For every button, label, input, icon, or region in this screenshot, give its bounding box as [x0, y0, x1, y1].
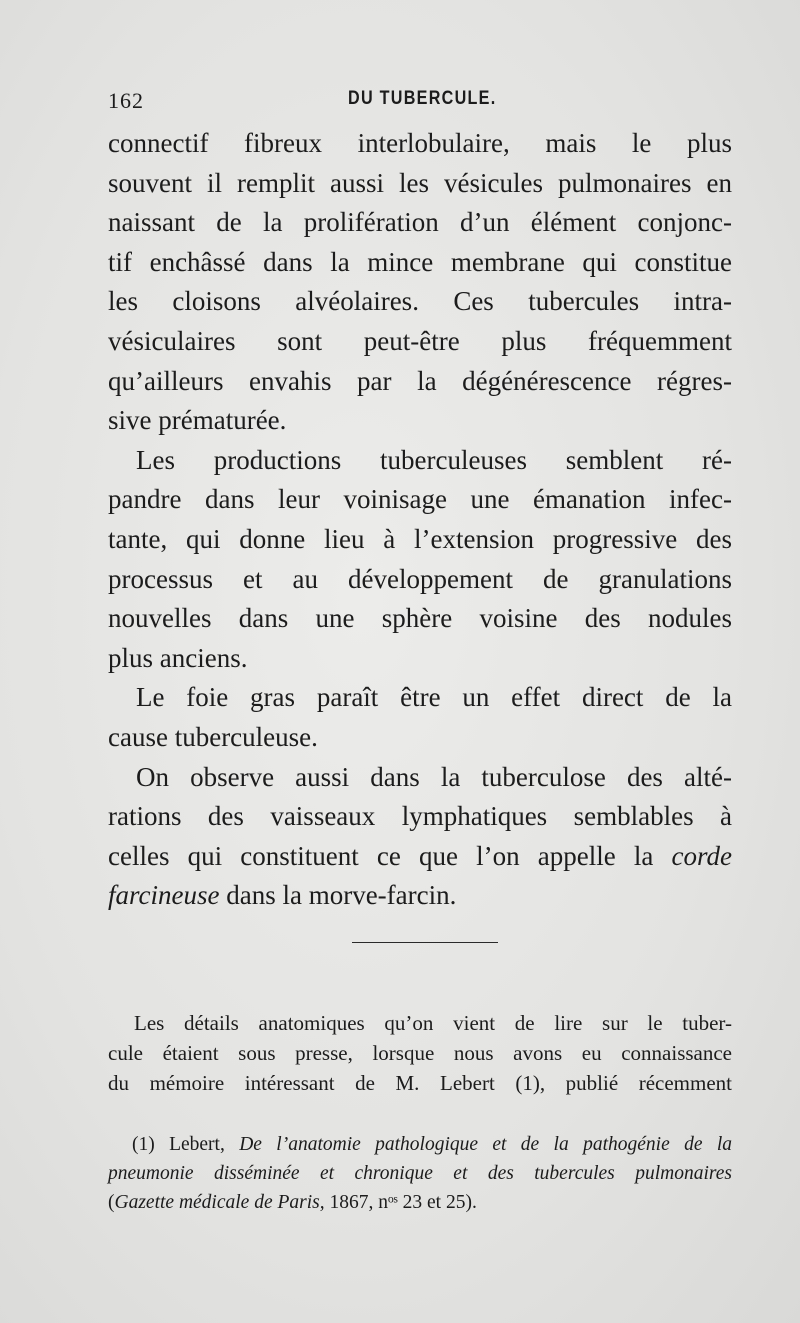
footnote-line: pneumonie disséminée et chronique et des tubercules pulmonaires [108, 1163, 732, 1184]
note-line: cule étaient sous presse, lorsque nous avons eu connaissance [108, 1041, 732, 1065]
text-line [108, 837, 732, 877]
text-line: connectif fibreux interlobulaire, mais le plus [108, 128, 732, 158]
postscript-note [108, 1008, 732, 1098]
text-line: cause tuberculeuse. [108, 721, 318, 752]
footnote-line [108, 1130, 732, 1159]
text-line: tif enchâssé dans la mince membrane qui constitue [108, 246, 732, 277]
text-line: plus anciens. [108, 642, 248, 673]
footnote [108, 1130, 732, 1217]
text-line: sive prématurée. [108, 405, 287, 436]
text-line: les cloisons alvéolaires. Ces tubercules intra- [108, 286, 732, 317]
text-segment: dans la morve-farcin. [219, 880, 457, 911]
text-line: pandre dans leur voinisage une émanation infec- [108, 484, 732, 515]
text-line: nouvelles dans une sphère voisine des nodules [108, 603, 732, 634]
footnote-journal: Gazette médicale de Paris, [114, 1192, 325, 1213]
running-title: DU TUBERCULE. [348, 88, 497, 109]
text-line: vésiculaires sont peut-être plus fréquemment [108, 325, 732, 356]
note-line: Les détails anatomiques qu’on vient de lire sur le tuber- [134, 1011, 732, 1035]
italic-term: corde [671, 840, 732, 871]
footnote-marker: (1) Lebert, [132, 1134, 240, 1155]
text-line: On observe aussi dans la tuberculose des alté- [136, 761, 732, 792]
text-line: souvent il remplit aussi les vésicules pulmonaires en [108, 167, 732, 198]
footnote-citation: 1867, nᵒˢ 23 et 25). [324, 1192, 477, 1213]
main-text [108, 124, 732, 916]
text-line: tante, qui donne lieu à l’extension progressive des [108, 523, 732, 554]
text-line: qu’ailleurs envahis par la dégénérescence régres- [108, 365, 732, 396]
page-number: 162 [108, 88, 144, 113]
text-line: naissant de la prolifération d’un élément conjonc- [108, 207, 732, 238]
footnote-paren: ( [108, 1192, 115, 1213]
text-line: Le foie gras paraît être un effet direct de la [136, 682, 732, 713]
note-line: du mémoire intéressant de M. Lebert (1), publié récemment [108, 1071, 732, 1095]
section-divider [352, 942, 498, 943]
footnote-line [108, 1188, 732, 1217]
text-line: rations des vaisseaux lymphatiques semblables à [108, 801, 732, 832]
text-line: processus et au développement de granulations [108, 563, 732, 594]
text-line [108, 876, 732, 916]
italic-term: farcineuse [108, 880, 220, 911]
footnote-title: De l’anatomie pathologique et de la pathogénie de la [239, 1134, 732, 1155]
text-segment: celles qui constituent ce que l’on appelle la [108, 840, 672, 871]
text-line: Les productions tuberculeuses semblent ré- [136, 444, 732, 475]
page-header [108, 88, 732, 118]
